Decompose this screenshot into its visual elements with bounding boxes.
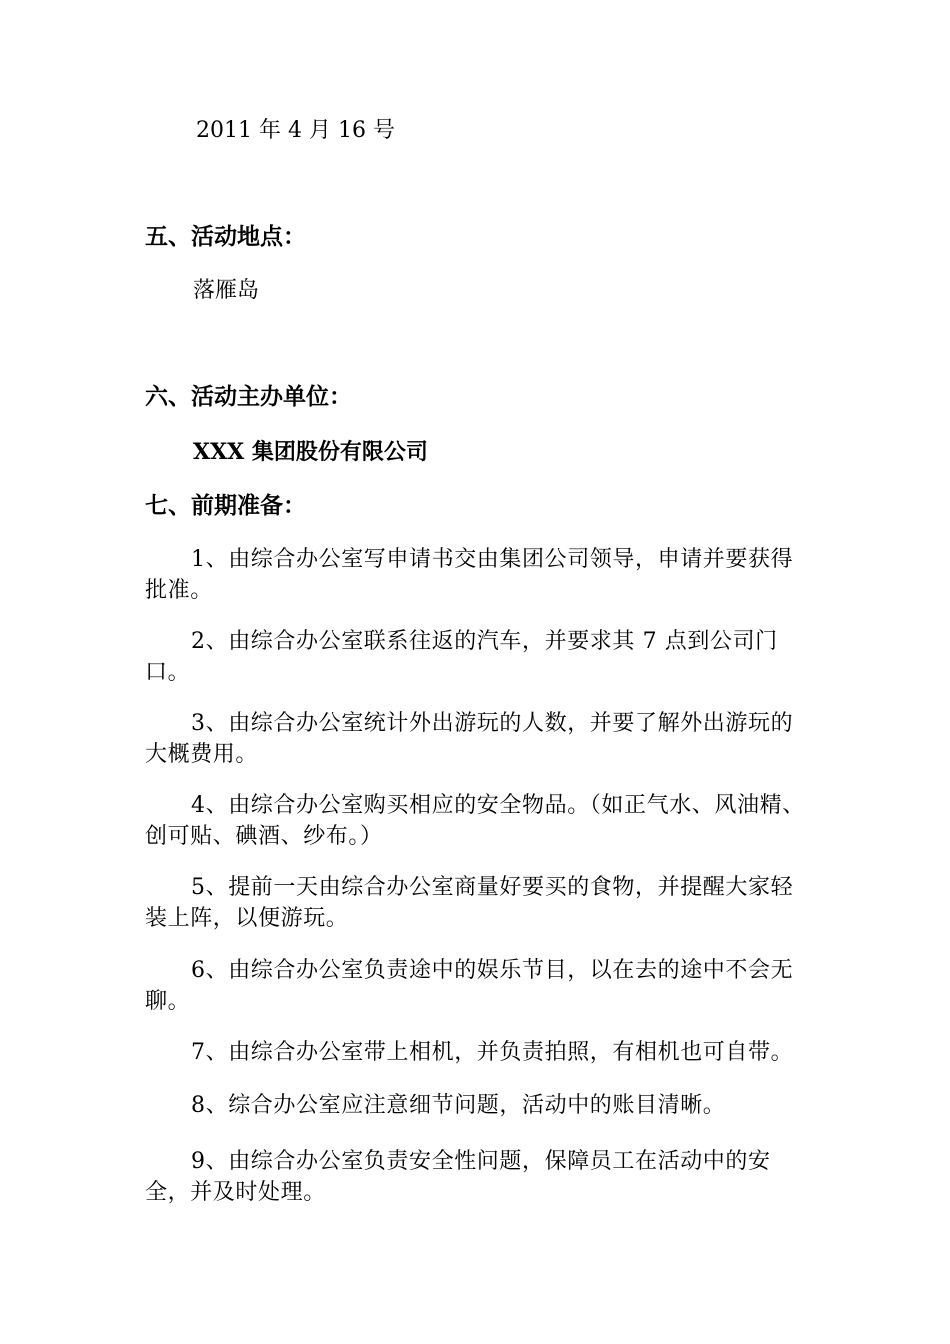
- section-5-heading: 五、活动地点：: [145, 223, 306, 250]
- prep-item-8: 8、综合办公室应注意细节问题，活动中的账目清晰。: [191, 1093, 726, 1118]
- section-7-heading: 七、前期准备：: [145, 492, 306, 519]
- prep-item-3: 3、由综合办公室统计外出游玩的人数，并要了解外出游玩的大概费用。: [145, 711, 794, 767]
- section-6-organizer: XXX 集团股份有限公司: [193, 439, 428, 465]
- prep-item-1: 1、由综合办公室写申请书交由集团公司领导，申请并要获得批准。: [145, 547, 794, 603]
- prep-item-5: 5、提前一天由综合办公室商量好要买的食物，并提醒大家轻装上阵，以便游玩。: [145, 875, 794, 931]
- section-5-location: 落雁岛: [193, 278, 260, 303]
- prep-item-4: 4、由综合办公室购买相应的安全物品。（如正气水、风油精、创可贴、碘酒、纱布。）: [145, 793, 805, 849]
- prep-item-7: 7、由综合办公室带上相机，并负责拍照，有相机也可自带。: [191, 1040, 794, 1065]
- section-6-heading: 六、活动主办单位：: [145, 383, 352, 410]
- prep-item-6: 6、由综合办公室负责途中的娱乐节目，以在去的途中不会无聊。: [145, 958, 794, 1014]
- prep-item-2: 2、由综合办公室联系往返的汽车，并要求其 7 点到公司门口。: [145, 629, 778, 685]
- prep-item-9: 9、由综合办公室负责安全性问题，保障员工在活动中的安全，并及时处理。: [145, 1149, 771, 1205]
- event-date: 2011 年 4 月 16 号: [196, 118, 395, 143]
